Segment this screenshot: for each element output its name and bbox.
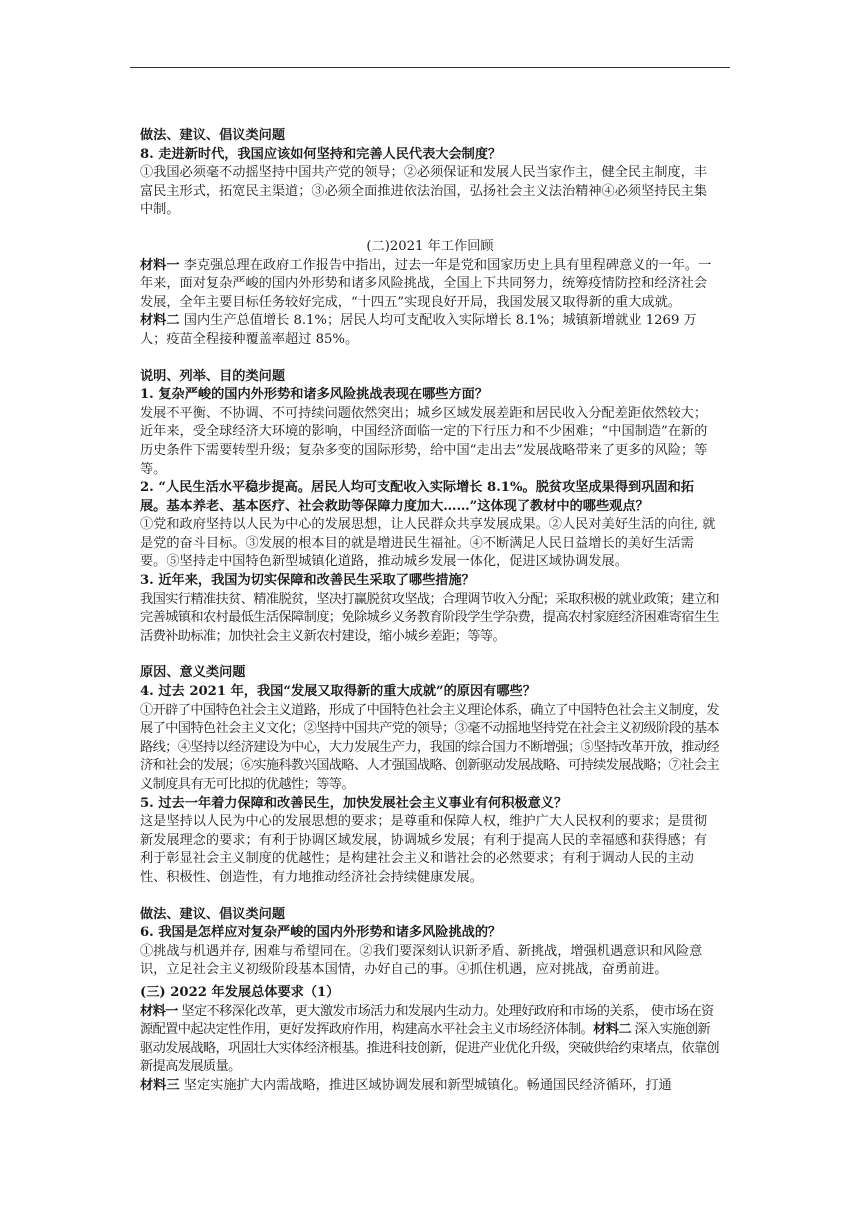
section-heading-reason: 原因、意义类问题: [140, 665, 246, 681]
material-label: 材料一: [140, 257, 180, 273]
material-text: 深入实施创新驱动发展战略，巩固壮大实体经济根基。推进科技创新，促进产业优化升级，突破供给约束堵点，依靠创新提高发展质量。: [140, 1022, 720, 1075]
question-6: 6. 我国是怎样应对复杂严峻的国内外形势和诸多风险挑战的？: [140, 925, 502, 941]
question-3: 3. 近年来，我国为切实保障和改善民生采取了哪些措施？: [140, 573, 475, 589]
section-heading-explain: 说明、列举、目的类问题: [140, 368, 286, 384]
material-label: 材料三: [140, 1077, 180, 1093]
section-heading-practice-2: 做法、建议、倡议类问题: [140, 906, 286, 922]
material-label: 材料二: [593, 1022, 631, 1038]
answer-2: ①党和政府坚持以人民为中心的发展思想，让人民群众共享发展成果。②人民对美好生活的向往, 就是党的奋斗目标。③发展的根本目的就是增进民生福祉。④不断满足人民日益增长的美好生活需要。⑤坚持走中国特色新型城镇化道路，推动城乡发展一体化，促进区域协调发展。: [140, 517, 716, 570]
question-8: 8. 走进新时代，我国应该如何坚持和完善人民代表大会制度？: [140, 146, 502, 162]
review-title: (二)2021 年工作回顾: [366, 238, 494, 254]
review-material-2: [140, 312, 720, 349]
material-label: 材料二: [140, 313, 180, 329]
answer-3: 我国实行精准扶贫、精准脱贫，坚决打赢脱贫攻坚战；合理调节收入分配；采取积极的就业政策；建立和完善城镇和农村最低生活保障制度；免除城乡义务教育阶段学生学杂费，提高农村家庭经济困难寄宿生生活费补助标准；加快社会主义新农村建设，缩小城乡差距；等等。: [140, 591, 720, 644]
section-heading-practice: 做法、建议、倡议类问题: [140, 128, 286, 143]
review-material-1: [140, 257, 720, 313]
requirements-material-3: [140, 1077, 720, 1096]
question-2: 2. “人民生活水平稳步提高。居民人均可支配收入实际增长 8.1%。脱贫攻坚成果得到巩固和拓展。基本养老、基本医疗、社会救助等保障力度加大……”这体现了教材中的哪些观点？: [140, 480, 694, 514]
document-body: [140, 127, 720, 1096]
answer-6: ①挑战与机遇并存, 困难与希望同在。②我们要深刻认识新矛盾、新挑战，增强机遇意识和风险意识，立足社会主义初级阶段基本国情，办好自己的事。④抓住机遇，应对挑战，奋勇前进。: [140, 943, 703, 978]
material-text: 李克强总理在政府工作报告中指出，过去一年是党和国家历史上具有里程碑意义的一年。一年来，面对复杂严峻的国内外形势和诸多风险挑战，全国上下共同努力，统筹疫情防控和经济社会发展，全年主要目标任务较好完成，“十四五”实现良好开局，我国发展又取得新的重大成就。: [140, 257, 712, 310]
requirements-title: (三) 2022 年发展总体要求（1）: [140, 984, 340, 1000]
material-text: 坚定不移深化改革，更大激发市场活力和发展内生动力。处理好政府和市场的关系， 使市场在资源配置中起决定性作用，更好发挥政府作用，构建高水平社会主义市场经济体制。: [140, 1003, 714, 1038]
material-text: 国内生产总值增长 8.1%；居民人均可支配收入实际增长 8.1%；城镇新增就业 1269 万人；疫苗全程接种覆盖率超过 85%。: [140, 313, 697, 347]
answer-8: ①我国必须毫不动摇坚持中国共产党的领导；②必须保证和发展人民当家作主，健全民主制度，丰富民主形式，拓宽民主渠道；③必须全面推进依法治国，弘扬社会主义法治精神④必须坚持民主集中制。: [140, 165, 708, 218]
answer-5: 这是坚持以人民为中心的发展思想的要求；是尊重和保障人权，维护广大人民权利的要求；是贯彻新发展理念的要求；有利于协调区域发展，协调城乡发展；有利于提高人民的幸福感和获得感；有利于彰显社会主义制度的优越性；是构建社会主义和谐社会的必然要求；有利于调动人民的主动性、积极性、创造性，有力地推动经济社会持续健康发展。: [140, 814, 708, 885]
question-1: 1. 复杂严峻的国内外形势和诸多风险挑战表现在哪些方面？: [140, 387, 489, 403]
header-rule: [130, 67, 730, 68]
question-4: 4. 过去 2021 年，我国“发展又取得新的重大成就”的原因有哪些？: [140, 684, 536, 700]
material-text: 坚定实施扩大内需战略，推进区域协调发展和新型城镇化。畅通国民经济循环，打通: [179, 1077, 672, 1093]
answer-1: 发展不平衡、不协调、不可持续问题依然突出；城乡区域发展差距和居民收入分配差距依然较大；近年来，受全球经济大环境的影响，中国经济面临一定的下行压力和不少困难；“中国制造”在新的历史条件下需要转型升级；复杂多变的国际形势，给中国“走出去”发展战略带来了更多的风险；等等。: [140, 405, 708, 477]
requirements-materials: [140, 1003, 720, 1077]
question-5: 5. 过去一年着力保障和改善民生，加快发展社会主义事业有何积极意义？: [140, 795, 568, 811]
answer-4: ①开辟了中国特色社会主义道路，形成了中国特色社会主义理论体系，确立了中国特色社会主义制度，发展了中国特色社会主义文化；②坚持中国共产党的领导；③毫不动摇地坚持党在社会主义初级阶段的基本路线；④坚持以经济建设为中心，大力发展生产力，我国的综合国力不断增强；⑤坚持改革开放，推动经济和社会的发展；⑥实施科教兴国战略、人才强国战略、创新驱动发展战略、可持续发展战略；⑦社会主义制度具有无可比拟的优越性；等等。: [140, 702, 720, 792]
material-label: 材料一: [140, 1003, 178, 1019]
